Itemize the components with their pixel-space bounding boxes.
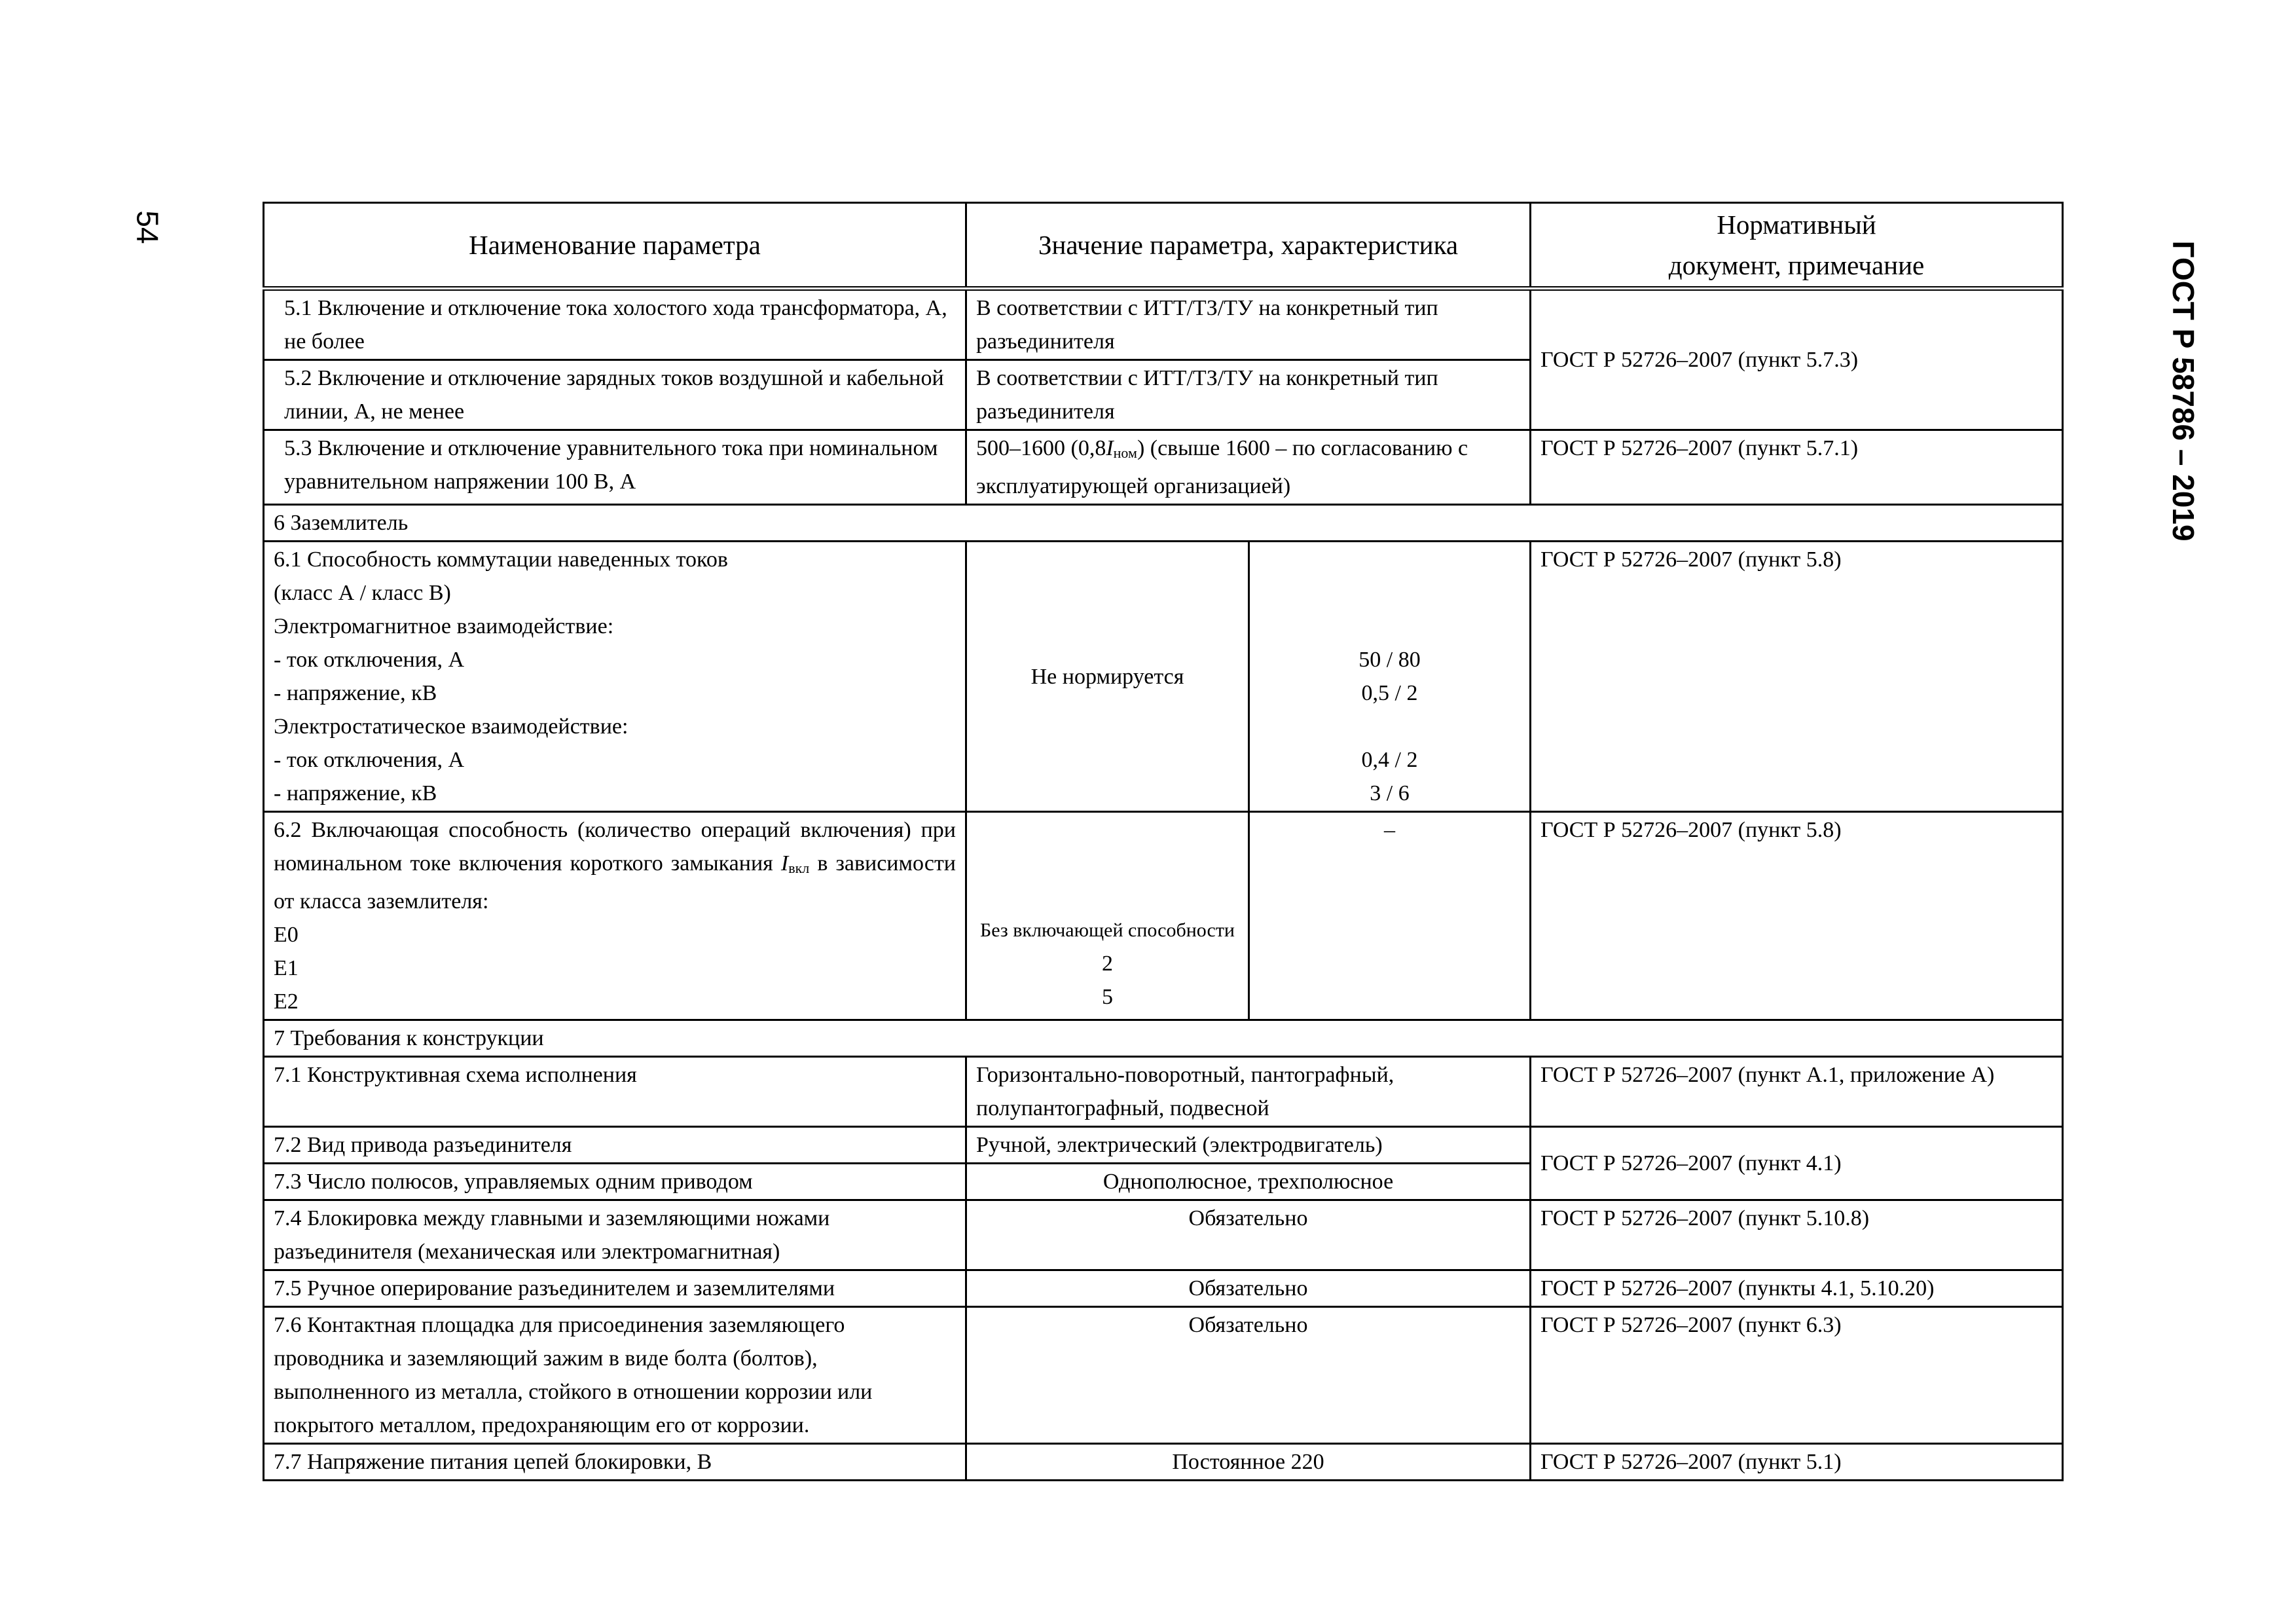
section-6-heading: 6 Заземлитель xyxy=(264,505,2063,542)
table-row xyxy=(264,1444,2063,1481)
row-6-2-value-a xyxy=(966,812,1249,1020)
row-5-1-value: В соответствии с ИТТ/ТЗ/ТУ на конкретный тип разъединителя xyxy=(966,289,1531,360)
table-row xyxy=(264,1307,2063,1444)
row-6-1-line: - ток отключения, А xyxy=(274,748,465,772)
row-5-2-name: 5.2 Включение и отключение зарядных токов воздушной и кабельной линии, А, не менее xyxy=(264,360,966,430)
row-6-1-value-b xyxy=(1249,542,1531,812)
row-6-1-value-a: Не нормируется xyxy=(966,542,1249,812)
row-7-5-value: Обязательно xyxy=(966,1270,1531,1307)
row-6-2-description xyxy=(274,813,956,918)
row-6-2-document: ГОСТ Р 52726–2007 (пункт 5.8) xyxy=(1531,812,2063,1020)
row-6-1-spacer xyxy=(1259,610,1520,643)
row-6-2-class: E0 xyxy=(274,923,299,947)
table-header-row xyxy=(264,203,2063,289)
row-6-2-value-b: – xyxy=(1249,812,1531,1020)
header-normative-line1: Нормативный xyxy=(1717,210,1876,240)
page-number: 54 xyxy=(130,210,165,244)
row-5-3-value-subscript: ном xyxy=(1113,445,1137,461)
table-row xyxy=(264,289,2063,360)
row-5-3-document: ГОСТ Р 52726–2007 (пункт 5.7.1) xyxy=(1531,430,2063,505)
table-row xyxy=(264,542,2063,812)
row-7-1-name: 7.1 Конструктивная схема исполнения xyxy=(264,1057,966,1127)
section-row xyxy=(264,505,2063,542)
row-6-2-class: E2 xyxy=(274,989,299,1014)
table-row xyxy=(264,430,2063,505)
header-parameter-name: Наименование параметра xyxy=(264,203,966,289)
row-6-1-document: ГОСТ Р 52726–2007 (пункт 5.8) xyxy=(1531,542,2063,812)
row-6-1-line: Электростатическое взаимодействие: xyxy=(274,714,629,739)
row-6-2-name-subscript: вкл xyxy=(788,860,810,876)
row-6-1-line: - ток отключения, А xyxy=(274,648,465,672)
row-7-6-value: Обязательно xyxy=(966,1307,1531,1444)
row-7-7-document: ГОСТ Р 52726–2007 (пункт 5.1) xyxy=(1531,1444,2063,1481)
row-7-5-name: 7.5 Ручное оперирование разъединителем и заземлителями xyxy=(264,1270,966,1307)
row-5-1-2-document: ГОСТ Р 52726–2007 (пункт 5.7.3) xyxy=(1531,289,2063,430)
section-7-heading: 7 Требования к конструкции xyxy=(264,1020,2063,1057)
row-6-2-name-italic: I xyxy=(780,851,789,876)
row-7-4-name: 7.4 Блокировка между главными и заземляющими ножами разъединителя (механическая или электромагнитная) xyxy=(264,1200,966,1270)
row-6-1-spacer xyxy=(1259,543,1520,576)
row-6-2-class: E1 xyxy=(274,956,299,980)
section-row xyxy=(264,1020,2063,1057)
header-normative-line2: документ, примечание xyxy=(1668,250,1925,280)
parameters-table xyxy=(263,202,2064,1481)
row-7-6-name: 7.6 Контактная площадка для присоединения заземляющего проводника и заземляющий зажим в виде болта (болтов), выполненного из металла, стойкого в отношении коррозии или покрытого металлом, предохраняющим его от коррозии. xyxy=(264,1307,966,1444)
row-5-3-value xyxy=(966,430,1531,505)
row-6-2-e2-value: 5 xyxy=(1102,985,1113,1009)
row-5-3-value-italic: I xyxy=(1106,436,1114,460)
row-6-1-line: - напряжение, кВ xyxy=(274,781,437,805)
table-row xyxy=(264,1057,2063,1127)
row-6-2-name xyxy=(264,812,966,1020)
row-7-3-value: Однополюсное, трехполюсное xyxy=(966,1164,1531,1200)
row-6-1-es-current: 0,4 / 2 xyxy=(1361,748,1418,772)
row-5-3-name: 5.3 Включение и отключение уравнительного тока при номинальном уравнительном напряжении 100 В, А xyxy=(264,430,966,505)
row-7-1-document: ГОСТ Р 52726–2007 (пункт А.1, приложение А) xyxy=(1531,1057,2063,1127)
row-6-2-spacer xyxy=(970,880,1245,913)
header-normative-document xyxy=(1531,203,2063,289)
row-5-3-value-pre: 500–1600 (0,8 xyxy=(976,436,1106,460)
row-7-7-value: Постоянное 220 xyxy=(966,1444,1531,1481)
row-6-2-spacer xyxy=(970,847,1245,880)
row-6-2-e1-value: 2 xyxy=(1102,951,1113,976)
row-6-1-em-voltage: 0,5 / 2 xyxy=(1361,681,1418,705)
row-6-2-e0-value: Без включающей способности xyxy=(979,919,1235,941)
row-7-6-document: ГОСТ Р 52726–2007 (пункт 6.3) xyxy=(1531,1307,2063,1444)
row-6-2-name-pre: 6.2 Включающая способность (количество операций включения) при номинальном токе включения короткого замыкания xyxy=(274,818,956,876)
row-6-1-line: 6.1 Способность коммутации наведенных токов xyxy=(274,547,728,572)
row-7-2-value: Ручной, электрический (электродвигатель) xyxy=(966,1127,1531,1164)
row-7-2-3-document: ГОСТ Р 52726–2007 (пункт 4.1) xyxy=(1531,1127,2063,1200)
row-7-2-name: 7.2 Вид привода разъединителя xyxy=(264,1127,966,1164)
row-5-1-name: 5.1 Включение и отключение тока холостого хода трансформатора, А, не более xyxy=(264,289,966,360)
row-6-1-line: - напряжение, кВ xyxy=(274,681,437,705)
table-row xyxy=(264,1127,2063,1164)
row-7-4-document: ГОСТ Р 52726–2007 (пункт 5.10.8) xyxy=(1531,1200,2063,1270)
row-7-7-name: 7.7 Напряжение питания цепей блокировки, В xyxy=(264,1444,966,1481)
document-code: ГОСТ Р 58786 – 2019 xyxy=(2166,240,2200,542)
row-6-1-line: Электромагнитное взаимодействие: xyxy=(274,614,614,638)
row-6-2-name-post: в зависимости от класса заземлителя: xyxy=(274,851,957,913)
row-6-1-name xyxy=(264,542,966,812)
row-7-5-document: ГОСТ Р 52726–2007 (пункты 4.1, 5.10.20) xyxy=(1531,1270,2063,1307)
row-6-1-em-current: 50 / 80 xyxy=(1358,648,1421,672)
table-row xyxy=(264,1270,2063,1307)
row-7-1-value: Горизонтально-поворотный, пантографный, полупантографный, подвесной xyxy=(966,1057,1531,1127)
row-6-2-spacer xyxy=(970,813,1245,847)
row-5-2-value: В соответствии с ИТТ/ТЗ/ТУ на конкретный тип разъединителя xyxy=(966,360,1531,430)
table-row xyxy=(264,1200,2063,1270)
table-row xyxy=(264,812,2063,1020)
row-6-1-line: (класс А / класс В) xyxy=(274,581,451,605)
header-parameter-value: Значение параметра, характеристика xyxy=(966,203,1531,289)
row-5-3-value-post: ) (свыше 1600 – по согласованию с эксплуатирующей организацией) xyxy=(976,436,1468,498)
row-6-1-es-voltage: 3 / 6 xyxy=(1370,781,1410,805)
row-7-4-value: Обязательно xyxy=(966,1200,1531,1270)
row-7-3-name: 7.3 Число полюсов, управляемых одним приводом xyxy=(264,1164,966,1200)
row-6-1-spacer xyxy=(1259,576,1520,610)
row-6-1-spacer xyxy=(1259,710,1520,743)
